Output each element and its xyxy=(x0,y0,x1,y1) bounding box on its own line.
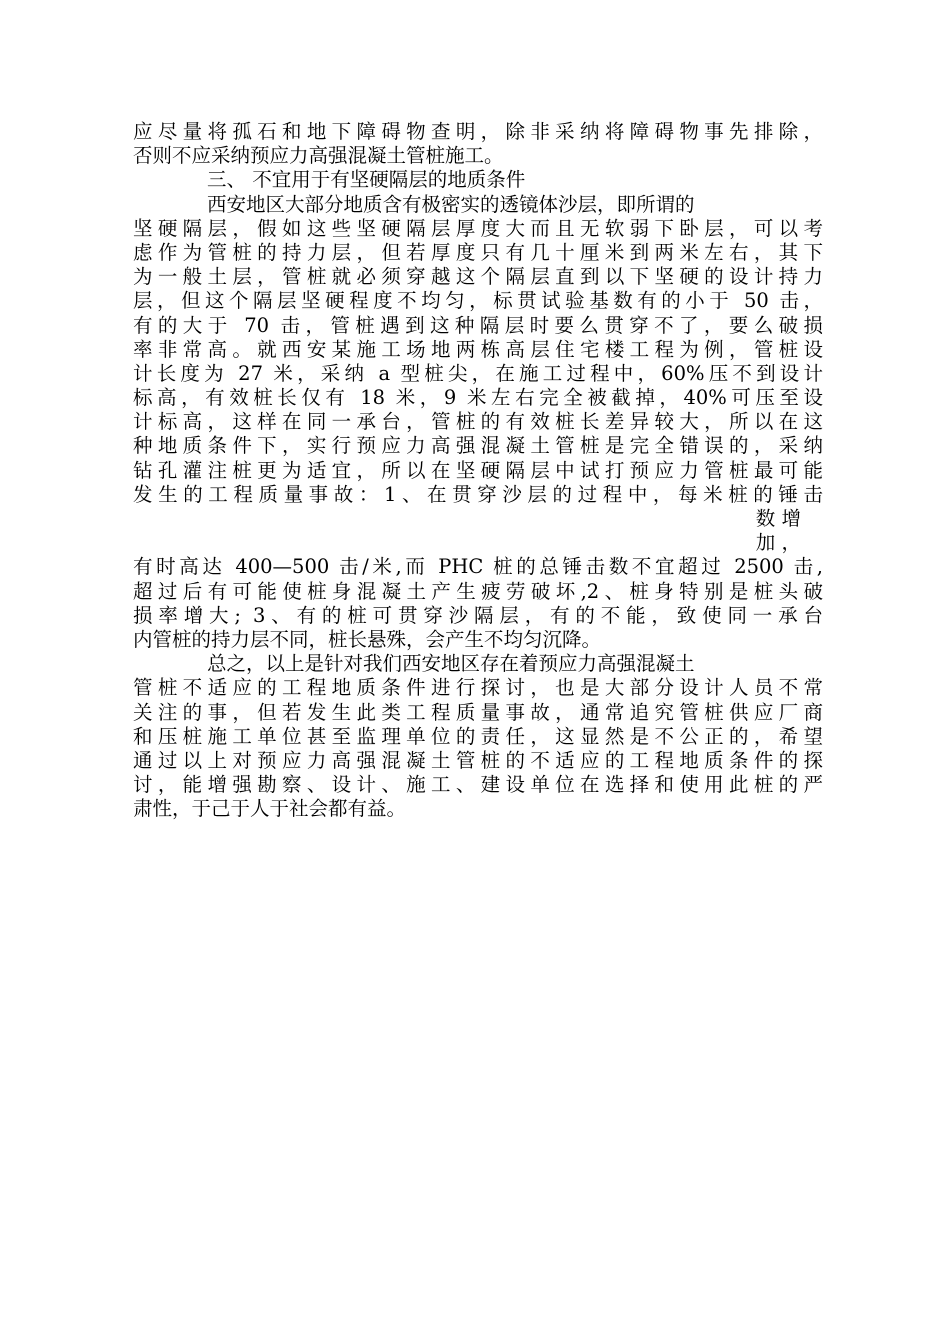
text-line: 有时高达 400—500 击/米,而 PHC 桩的总锤击数不宜超过 2500 击, xyxy=(133,555,823,579)
text-line: 应尽量将孤石和地下障碍物查明，除非采纳将障碍物事先排除， xyxy=(133,120,823,143)
text-line: 总之，以上是针对我们西安地区存在着预应力高强混凝土 xyxy=(207,652,695,676)
text-line: 讨，能增强勘察、设计、施工、建设单位在选择和使用此桩的严 xyxy=(133,773,823,797)
text-line: 种地质条件下，实行预应力高强混凝土管桩是完全错误的，采纳 xyxy=(133,434,823,458)
text-line: 计长度为 27 米，采纳 a 型桩尖，在施工过程中，60%压不到设计 xyxy=(133,361,823,385)
text-line: 肃性，于己于人于社会都有益。 xyxy=(133,797,407,821)
text-line: 管桩不适应的工程地质条件进行探讨，也是大部分设计人员不常 xyxy=(133,676,823,700)
text-line: 虑作为管桩的持力层，但若厚度只有几十厘米到两米左右，其下 xyxy=(133,240,823,264)
section-heading: 三、 不宜用于有坚硬隔层的地质条件 xyxy=(207,168,526,192)
text-line: 计标高，这样在同一承台，管桩的有效桩长差异较大，所以在这 xyxy=(133,410,823,434)
text-line: 坚硬隔层，假如这些坚硬隔层厚度大而且无软弱下卧层，可以考 xyxy=(133,216,823,240)
text-line: 西安地区大部分地质含有极密实的透镜体沙层，即所谓的 xyxy=(207,192,695,216)
text-line: 通过以上对预应力高强混凝土管桩的不适应的工程地质条件的探 xyxy=(133,748,823,772)
text-line: 超过后有可能使桩身混凝土产生疲劳破坏,2、桩身特别是桩头破 xyxy=(133,579,823,603)
text-line: 为一般土层，管桩就必须穿越这个隔层直到以下坚硬的设计持力 xyxy=(133,265,823,289)
text-line: 否则不应采纳预应力高强混凝土管桩施工。 xyxy=(133,144,504,168)
text-line: 层，但这个隔层坚硬程度不均匀，标贯试验基数有的小于 50 击， xyxy=(133,289,823,313)
text-line: 加 ， xyxy=(755,531,801,555)
text-line: 标高，有效桩长仅有 18 米，9 米左右完全被截掉，40%可压至设 xyxy=(133,386,823,410)
text-line: 关注的事，但若发生此类工程质量事故，通常追究管桩供应厂商 xyxy=(133,700,823,724)
text-line: 数 增 xyxy=(755,507,801,530)
text-line: 发生的工程质量事故：1、在贯穿沙层的过程中，每米桩的锤击 xyxy=(133,482,823,506)
text-line: 率非常高。就西安某施工场地两栋高层住宅楼工程为例，管桩设 xyxy=(133,337,823,361)
text-line: 损率增大; 3、有的桩可贯穿沙隔层，有的不能，致使同一承台 xyxy=(133,603,823,627)
text-line: 钻孔灌注桩更为适宜，所以在坚硬隔层中试打预应力管桩最可能 xyxy=(133,458,823,482)
text-line: 有的大于 70 击，管桩遇到这种隔层时要么贯穿不了，要么破损 xyxy=(133,313,823,337)
text-line: 内管桩的持力层不同，桩长悬殊，会产生不均匀沉降。 xyxy=(133,627,602,651)
body-text xyxy=(133,120,823,821)
text-line: 和压桩施工单位甚至监理单位的责任，这显然是不公正的，希望 xyxy=(133,724,823,748)
